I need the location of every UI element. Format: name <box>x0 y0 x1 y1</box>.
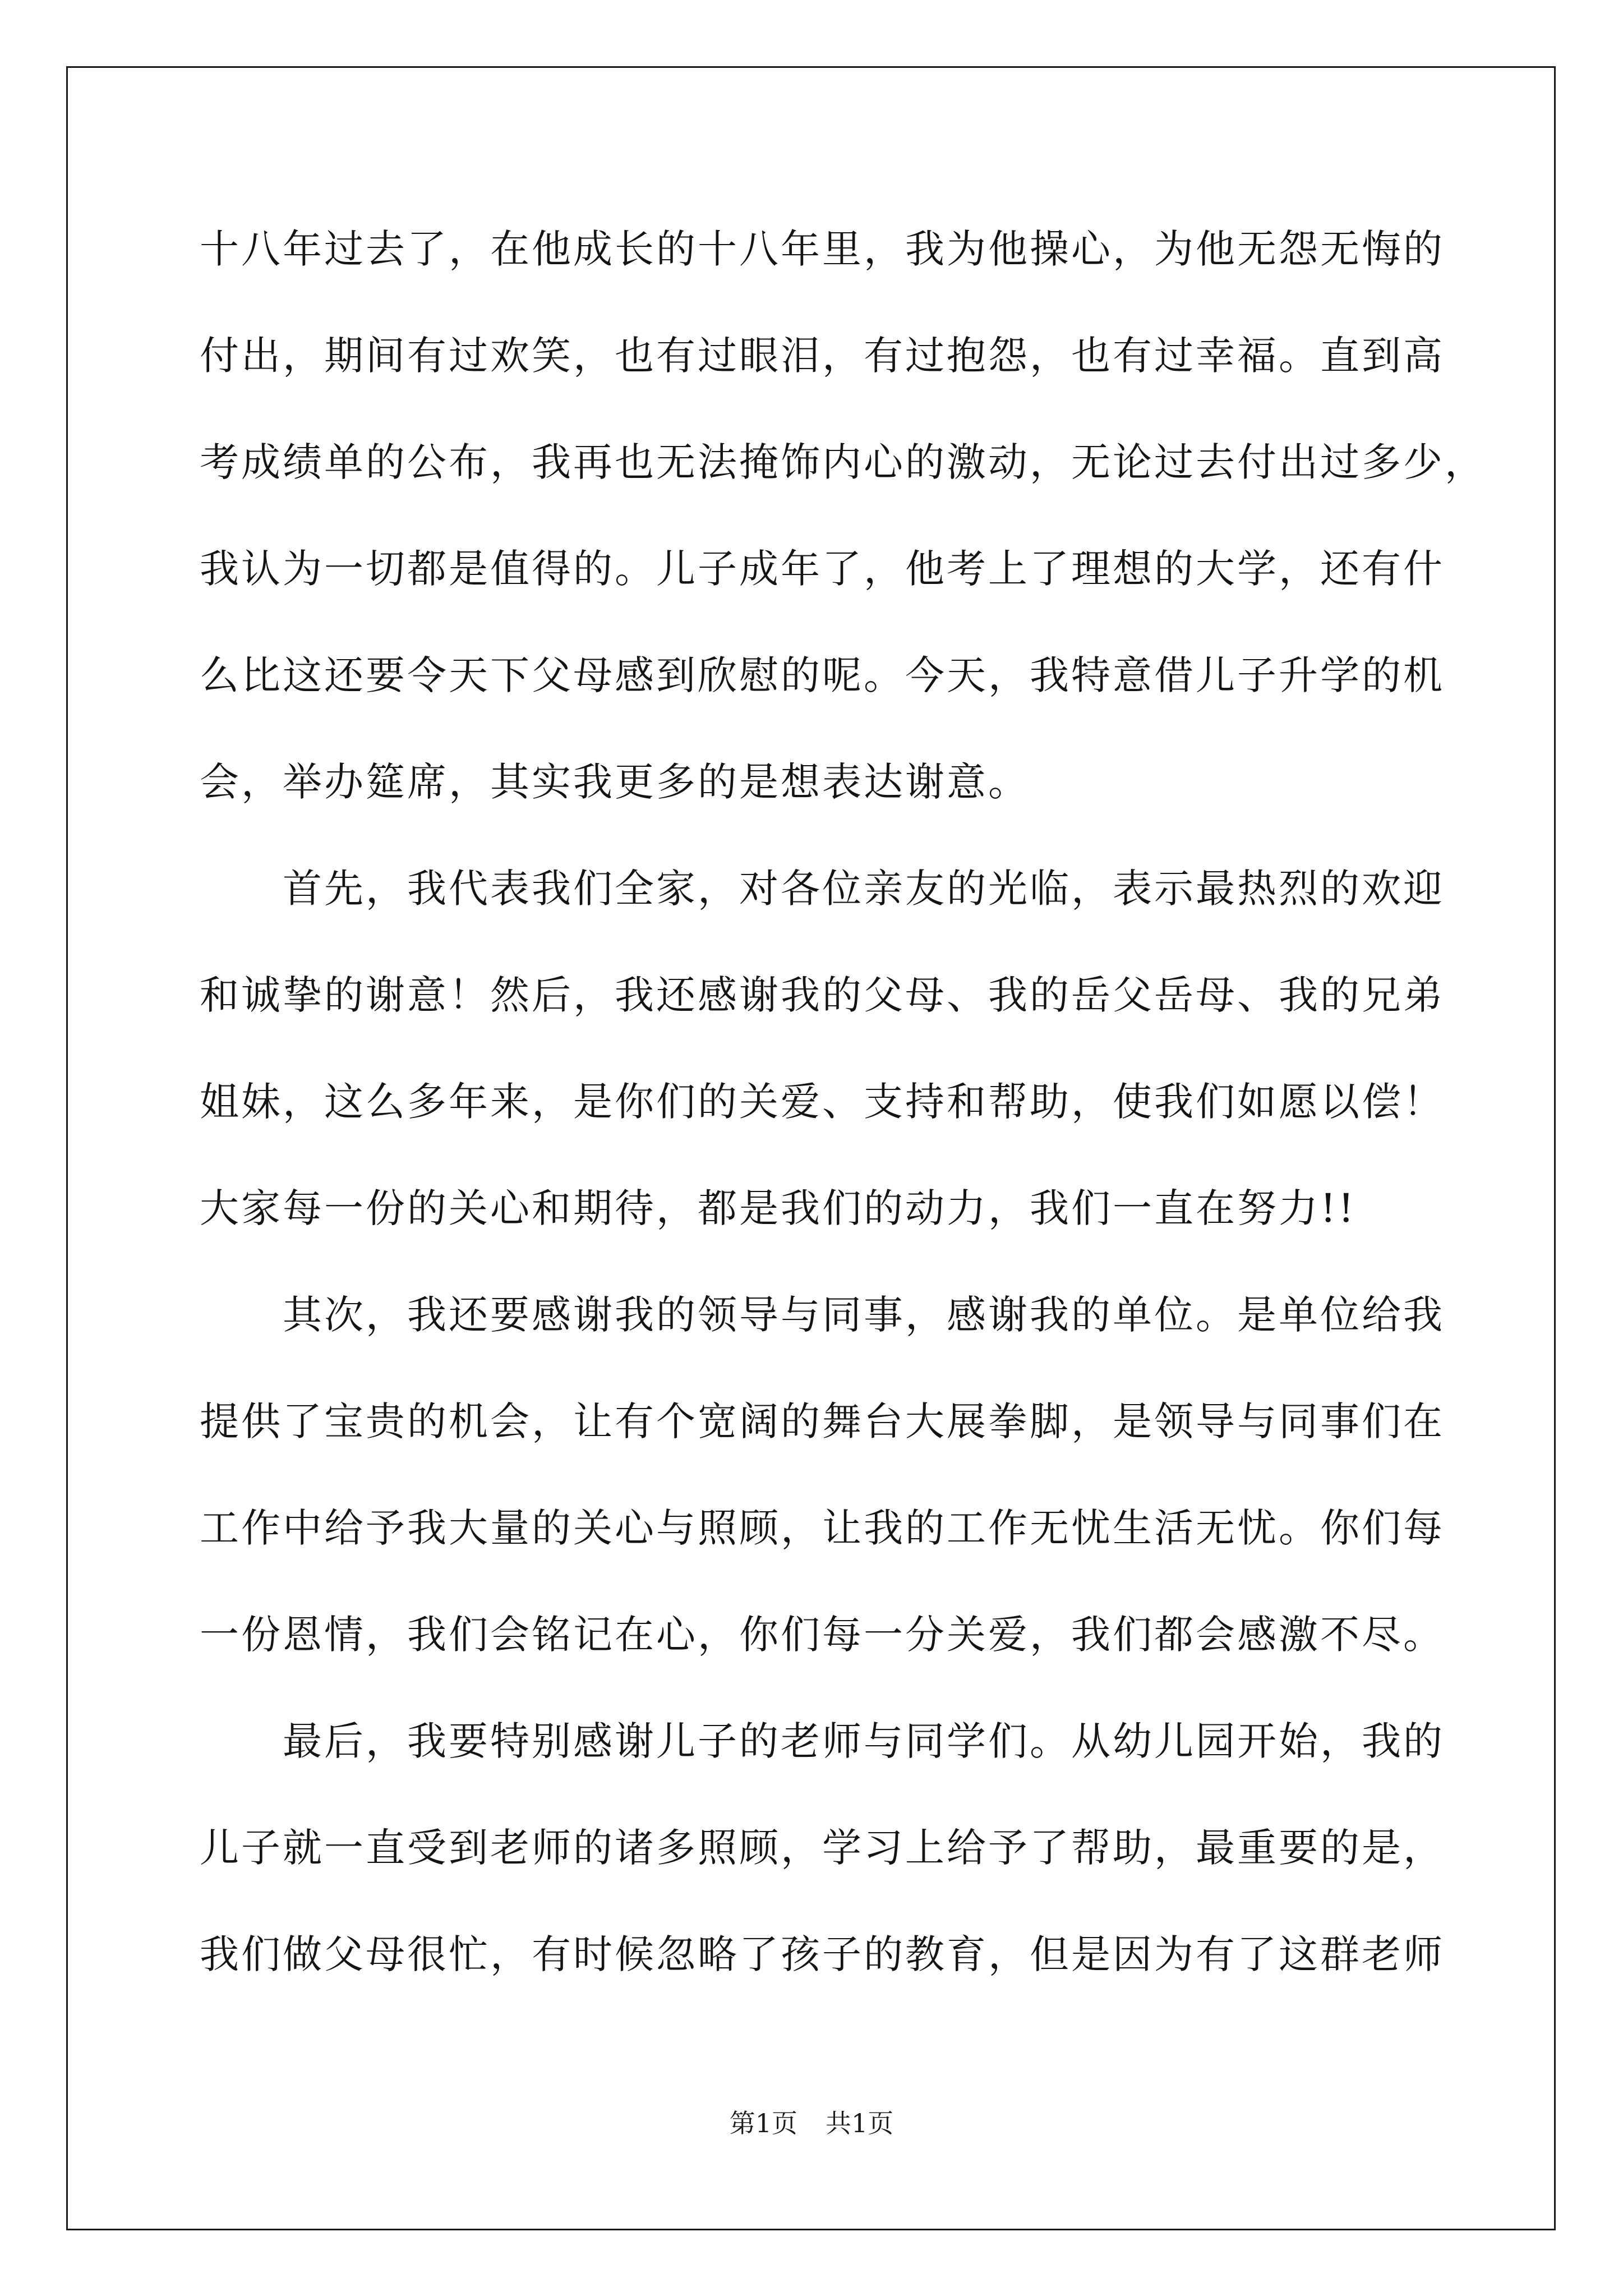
text-line: 提供了宝贵的机会，让有个宽阔的舞台大展拳脚，是领导与同事们在 <box>200 1398 1445 1444</box>
text-line: 一份恩情，我们会铭记在心，你们每一分关爱，我们都会感激不尽。 <box>200 1612 1445 1658</box>
page-total: 共1页 <box>826 2108 894 2138</box>
text-line: 姐妹，这么多年来，是你们的关爱、支持和帮助，使我们如愿以偿！ <box>200 1079 1445 1125</box>
text-line: 付出，期间有过欢笑，也有过眼泪，有过抱怨，也有过幸福。直到高 <box>200 333 1445 379</box>
text-line: 么比这还要令天下父母感到欣慰的呢。今天，我特意借儿子升学的机 <box>200 652 1445 698</box>
text-line: 会，举办筵席，其实我更多的是想表达谢意。 <box>200 759 1030 805</box>
page-number: 第1页 <box>729 2108 797 2138</box>
page-footer <box>0 2106 1623 2140</box>
text-line: 考成绩单的公布，我再也无法掩饰内心的激动，无论过去付出过多少， <box>200 439 1486 485</box>
text-line: 工作中给予我大量的关心与照顾，让我的工作无忧生活无忧。你们每 <box>200 1505 1445 1551</box>
text-line: 其次，我还要感谢我的领导与同事，感谢我的单位。是单位给我 <box>283 1292 1445 1338</box>
text-line: 十八年过去了，在他成长的十八年里，我为他操心，为他无怨无悔的 <box>200 226 1445 272</box>
text-line: 最后，我要特别感谢儿子的老师与同学们。从幼儿园开始，我的 <box>283 1718 1445 1764</box>
text-line: 我们做父母很忙，有时候忽略了孩子的教育，但是因为有了这群老师 <box>200 1931 1445 1977</box>
text-line: 我认为一切都是值得的。儿子成年了，他考上了理想的大学，还有什 <box>200 546 1445 592</box>
document-body <box>200 215 1486 2027</box>
text-line: 大家每一份的关心和期待，都是我们的动力，我们一直在努力!! <box>200 1185 1357 1231</box>
text-line: 和诚挚的谢意！然后，我还感谢我的父母、我的岳父岳母、我的兄弟 <box>200 972 1445 1018</box>
text-line: 首先，我代表我们全家，对各位亲友的光临，表示最热烈的欢迎 <box>283 866 1445 912</box>
text-line: 儿子就一直受到老师的诸多照顾，学习上给予了帮助，最重要的是， <box>200 1825 1445 1871</box>
